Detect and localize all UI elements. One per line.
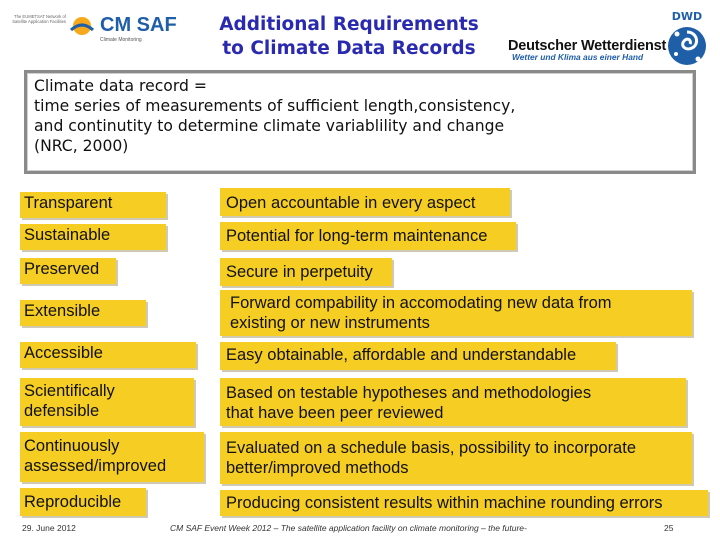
label-preserved-line-1: Preserved xyxy=(24,260,100,278)
label-transparent xyxy=(20,192,166,218)
title-line-2: to Climate Data Records xyxy=(222,38,476,59)
definition-line-3: and continutity to determine climate variablility and change xyxy=(34,117,505,135)
label-continuously-assessed xyxy=(20,432,204,482)
cmsaf-sun-logo-icon xyxy=(68,12,96,40)
desc-sustainable-line-1: Potential for long-term maintenance xyxy=(226,227,488,245)
desc-accessible-line-1: Easy obtainable, affordable and understandable xyxy=(226,346,577,364)
label-reproducible-line-1: Reproducible xyxy=(24,493,122,511)
desc-reproducible-line-1: Producing consistent results within machine rounding errors xyxy=(226,494,663,512)
definition-line-4: (NRC, 2000) xyxy=(34,137,129,155)
cmsaf-title: CM SAF xyxy=(100,14,177,36)
label-accessible xyxy=(20,342,196,368)
definition-text xyxy=(34,76,694,156)
label-scientifically-defensible-line-2: defensible xyxy=(24,402,100,420)
dwd-logo-icon xyxy=(664,4,710,70)
desc-continuously-assessed-line-2: better/improved methods xyxy=(226,459,409,477)
desc-extensible-line-2: existing or new instruments xyxy=(230,314,430,332)
desc-accessible xyxy=(220,342,616,370)
definition-line-2: time series of measurements of sufficient length,consistency, xyxy=(34,97,516,115)
desc-preserved xyxy=(220,258,392,286)
desc-scientifically-defensible-line-1: Based on testable hypotheses and methodologies xyxy=(226,384,592,402)
label-scientifically-defensible-line-1: Scientifically xyxy=(24,382,115,400)
dwd-name: Deutscher Wetterdienst xyxy=(508,38,667,54)
eumetsat-network-text: The EUMETSAT Network of Satellite Application Facilities xyxy=(12,14,66,24)
desc-transparent-line-1: Open accountable in every aspect xyxy=(226,194,476,212)
page-title xyxy=(196,13,502,61)
desc-scientifically-defensible-line-2: that have been peer reviewed xyxy=(226,404,444,422)
desc-continuously-assessed-line-1: Evaluated on a schedule basis, possibility to incorporate xyxy=(226,439,636,457)
label-continuously-assessed-line-1: Continuously xyxy=(24,437,120,455)
label-sustainable-line-1: Sustainable xyxy=(24,226,111,244)
footer-date: 29. June 2012 xyxy=(22,523,76,533)
label-scientifically-defensible xyxy=(20,378,194,426)
dwd-slogan: Wetter und Klima aus einer Hand xyxy=(512,52,644,62)
label-preserved xyxy=(20,258,116,284)
label-reproducible xyxy=(20,488,146,516)
label-extensible-line-1: Extensible xyxy=(24,302,101,320)
label-continuously-assessed-line-2: assessed/improved xyxy=(24,457,167,475)
desc-preserved-line-1: Secure in perpetuity xyxy=(226,263,373,281)
footer-page-number: 25 xyxy=(664,523,674,533)
label-sustainable xyxy=(20,224,166,250)
desc-continuously-assessed xyxy=(220,432,692,484)
desc-extensible-line-1: Forward compability in accomodating new data from xyxy=(230,294,612,312)
label-transparent-line-1: Transparent xyxy=(24,194,113,212)
desc-extensible xyxy=(220,290,692,336)
label-extensible xyxy=(20,300,146,326)
desc-reproducible xyxy=(220,490,708,516)
definition-line-1: Climate data record = xyxy=(34,77,207,95)
desc-scientifically-defensible xyxy=(220,378,686,426)
desc-sustainable xyxy=(220,222,516,250)
label-accessible-line-1: Accessible xyxy=(24,344,103,362)
dwd-badge-text: DWD xyxy=(671,10,703,23)
footer-event: CM SAF Event Week 2012 – The satellite application facility on climate monitoring – the future- xyxy=(170,523,527,533)
title-line-1: Additional Requirements xyxy=(219,14,479,35)
cmsaf-subtitle: Climate Monitoring xyxy=(100,37,142,43)
desc-transparent xyxy=(220,188,510,216)
